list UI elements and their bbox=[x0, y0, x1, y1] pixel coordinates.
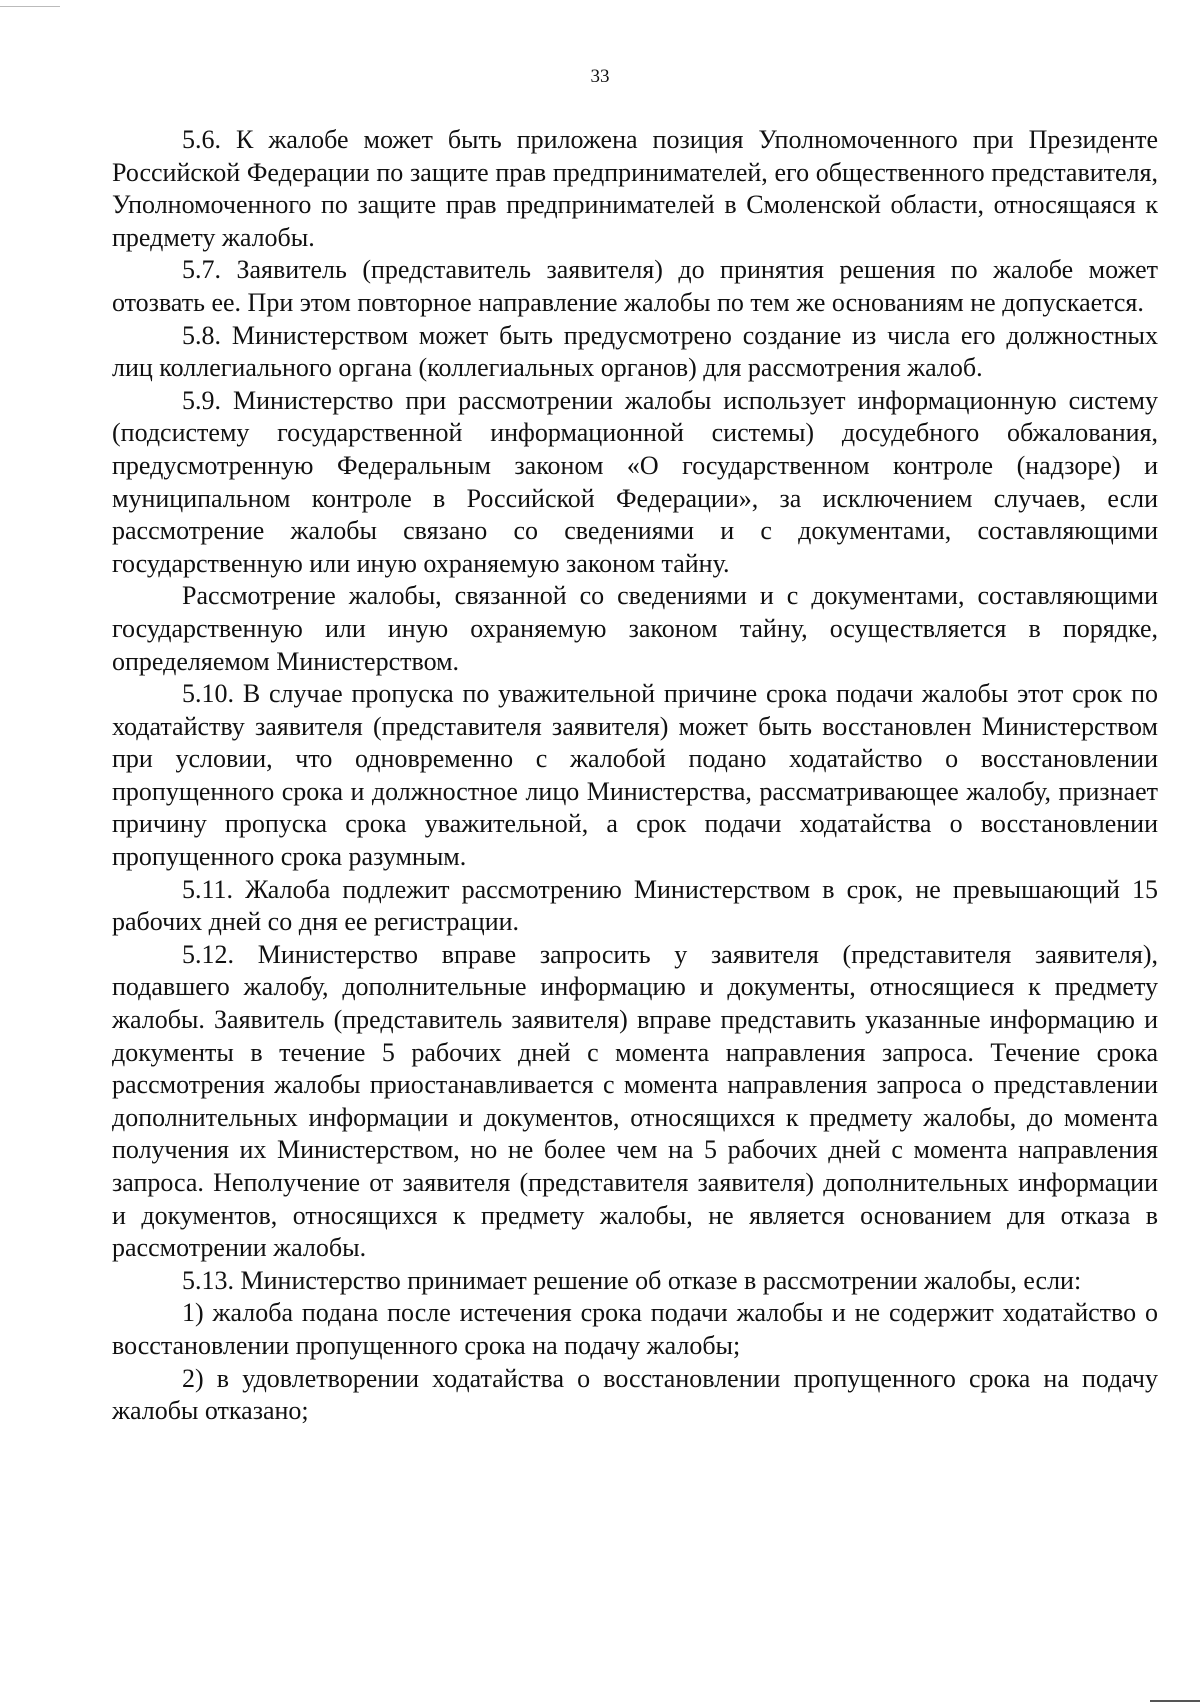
page-number: 33 bbox=[590, 66, 610, 87]
paragraph-5-8: 5.8. Министерством может быть предусмотрено создание из числа его должностных лиц коллегиального органа (коллегиальных органов) для рассмотрения жалоб. bbox=[112, 320, 1158, 383]
paragraph-5-12: 5.12. Министерство вправе запросить у заявителя (представителя заявителя), подавшего жалобу, дополнительные информацию и документы, относящиеся к предмету жалобы. Заявитель (представитель заявителя) вправе представить указанные информацию и документы в течение 5 рабочих дней с момента направления запроса. Течение срока рассмотрения жалобы приостанавливается с момента направления запроса о представлении дополнительных информации и документов, относящихся к предмету жалобы, до момента получения их Министерством, но не более чем на 5 рабочих дней с момента направления запроса. Неполучение от заявителя (представителя заявителя) дополнительных информации и документов, относящихся к предмету жалобы, не является основанием для отказа в рассмотрении жалобы. bbox=[112, 939, 1158, 1263]
paragraph-5-9-secret: Рассмотрение жалобы, связанной со сведениями и с документами, составляющими государственную или иную охраняемую законом тайну, осуществляется в порядке, определяемом Министерством. bbox=[112, 581, 1158, 676]
paragraph-5-10: 5.10. В случае пропуска по уважительной причине срока подачи жалобы этот срок по ходатайству заявителя (представителя заявителя) может быть восстановлен Министерством при условии, что одновременно с жалобой подано ходатайство о восстановлении пропущенного срока и должностное лицо Министерства, рассматривающее жалобу, признает причину пропуска срока уважительной, а срок подачи ходатайства о восстановлении пропущенного срока разумным. bbox=[112, 679, 1158, 872]
scan-edge-mark bbox=[0, 6, 60, 7]
paragraph-5-6: 5.6. К жалобе может быть приложена позиция Уполномоченного при Президенте Российской Федерации по защите прав предпринимателей, его общественного представителя, Уполномоченного по защите прав предпринимателей в Смоленской области, относящаяся к предмету жалобы. bbox=[112, 125, 1158, 252]
scan-edge-mark bbox=[1150, 1700, 1200, 1702]
paragraph-5-13: 5.13. Министерство принимает решение об отказе в рассмотрении жалобы, если: bbox=[182, 1265, 1082, 1295]
paragraph-5-9: 5.9. Министерство при рассмотрении жалобы использует информационную систему (подсистему государственной информационной системы) досудебного обжалования, предусмотренную Федеральным законом «О государственном контроле (надзоре) и муниципальном контроле в Российской Федерации», за исключением случаев, если рассмотрение жалобы связано со сведениями и с документами, составляющими государственную или иную охраняемую законом тайну. bbox=[112, 385, 1158, 578]
list-item-1: 1) жалоба подана после истечения срока подачи жалобы и не содержит ходатайство о восстановлении пропущенного срока на подачу жалобы; bbox=[112, 1298, 1158, 1360]
paragraph-5-7: 5.7. Заявитель (представитель заявителя) до принятия решения по жалобе может отозвать ее. При этом повторное направление жалобы по тем же основаниям не допускается. bbox=[112, 255, 1158, 317]
document-body bbox=[112, 124, 1158, 1428]
list-item-2: 2) в удовлетворении ходатайства о восстановлении пропущенного срока на подачу жалобы отказано; bbox=[112, 1363, 1158, 1426]
paragraph-5-11: 5.11. Жалоба подлежит рассмотрению Министерством в срок, не превышающий 15 рабочих дней со дня ее регистрации. bbox=[112, 874, 1158, 937]
